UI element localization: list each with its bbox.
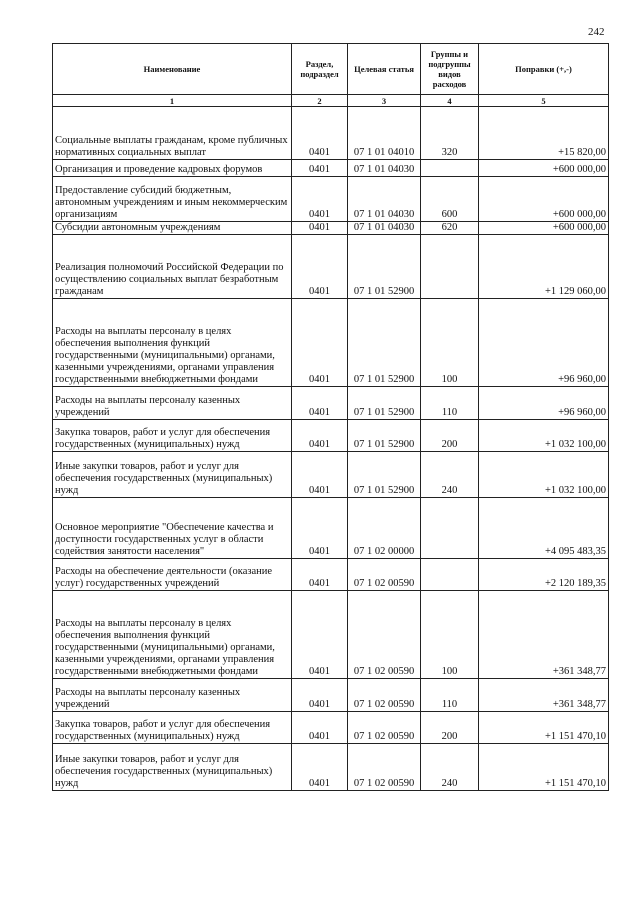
table-row <box>53 679 609 712</box>
header-name: Наименование <box>53 44 292 95</box>
table-row <box>53 177 609 222</box>
column-number: 3 <box>348 95 421 107</box>
cell-name: Расходы на выплаты персоналу в целях обеспечения выполнения функций государственными (муниципальными) органами, казенными учреждениями, органами управления государственными внебюджетными фондами <box>53 591 292 679</box>
cell-name: Закупка товаров, работ и услуг для обеспечения государственных (муниципальных) нужд <box>53 712 292 744</box>
cell-name: Закупка товаров, работ и услуг для обеспечения государственных (муниципальных) нужд <box>53 420 292 452</box>
cell-section: 0401 <box>292 498 348 559</box>
cell-name: Расходы на выплаты персоналу в целях обеспечения выполнения функций государственными (муниципальными) органами, казенными учреждениями, органами управления государственными внебюджетными фондами <box>53 299 292 387</box>
table-row <box>53 299 609 387</box>
page-number: 242 <box>588 26 605 38</box>
cell-group: 110 <box>421 679 479 712</box>
header-groups: Группы и подгруппы видов расходов <box>421 44 479 95</box>
header-target: Целевая статья <box>348 44 421 95</box>
table-row <box>53 235 609 299</box>
table-row <box>53 387 609 420</box>
cell-amount: +1 032 100,00 <box>479 452 609 498</box>
cell-target: 07 1 02 00590 <box>348 559 421 591</box>
cell-section: 0401 <box>292 222 348 235</box>
cell-amount: +600 000,00 <box>479 177 609 222</box>
budget-table <box>52 43 609 791</box>
cell-group: 100 <box>421 299 479 387</box>
cell-group: 620 <box>421 222 479 235</box>
header-row <box>53 44 609 95</box>
column-number: 1 <box>53 95 292 107</box>
table-row <box>53 107 609 160</box>
cell-amount: +1 129 060,00 <box>479 235 609 299</box>
cell-target: 07 1 02 00590 <box>348 591 421 679</box>
cell-section: 0401 <box>292 452 348 498</box>
cell-target: 07 1 01 04030 <box>348 177 421 222</box>
cell-amount: +361 348,77 <box>479 679 609 712</box>
cell-target: 07 1 02 00000 <box>348 498 421 559</box>
cell-target: 07 1 01 04030 <box>348 160 421 177</box>
cell-amount: +15 820,00 <box>479 107 609 160</box>
cell-name: Иные закупки товаров, работ и услуг для обеспечения государственных (муниципальных) нужд <box>53 744 292 791</box>
cell-section: 0401 <box>292 559 348 591</box>
cell-target: 07 1 01 52900 <box>348 452 421 498</box>
cell-amount: +600 000,00 <box>479 222 609 235</box>
cell-section: 0401 <box>292 160 348 177</box>
cell-section: 0401 <box>292 712 348 744</box>
cell-section: 0401 <box>292 420 348 452</box>
cell-target: 07 1 01 52900 <box>348 387 421 420</box>
column-number-row <box>53 95 609 107</box>
cell-amount: +1 151 470,10 <box>479 744 609 791</box>
header-amendments: Поправки (+,-) <box>479 44 609 95</box>
cell-group: 240 <box>421 744 479 791</box>
cell-group: 320 <box>421 107 479 160</box>
cell-target: 07 1 01 52900 <box>348 420 421 452</box>
cell-target: 07 1 01 04030 <box>348 222 421 235</box>
cell-group: 600 <box>421 177 479 222</box>
cell-name: Организация и проведение кадровых форумов <box>53 160 292 177</box>
cell-name: Предоставление субсидий бюджетным, автономным учреждениям и иным некоммерческим организациям <box>53 177 292 222</box>
cell-target: 07 1 01 52900 <box>348 235 421 299</box>
cell-name: Расходы на выплаты персоналу казенных учреждений <box>53 387 292 420</box>
cell-section: 0401 <box>292 744 348 791</box>
cell-name: Иные закупки товаров, работ и услуг для обеспечения государственных (муниципальных) нужд <box>53 452 292 498</box>
cell-name: Субсидии автономным учреждениям <box>53 222 292 235</box>
cell-amount: +4 095 483,35 <box>479 498 609 559</box>
cell-amount: +96 960,00 <box>479 387 609 420</box>
cell-amount: +600 000,00 <box>479 160 609 177</box>
table-row <box>53 420 609 452</box>
cell-name: Расходы на обеспечение деятельности (оказание услуг) государственных учреждений <box>53 559 292 591</box>
cell-amount: +96 960,00 <box>479 299 609 387</box>
cell-target: 07 1 01 04010 <box>348 107 421 160</box>
cell-amount: +2 120 189,35 <box>479 559 609 591</box>
cell-amount: +1 151 470,10 <box>479 712 609 744</box>
cell-name: Реализация полномочий Российской Федерации по осуществлению социальных выплат безработным гражданам <box>53 235 292 299</box>
cell-group: 200 <box>421 712 479 744</box>
cell-group: 100 <box>421 591 479 679</box>
table-row <box>53 160 609 177</box>
cell-section: 0401 <box>292 177 348 222</box>
column-number: 2 <box>292 95 348 107</box>
cell-section: 0401 <box>292 299 348 387</box>
cell-section: 0401 <box>292 107 348 160</box>
table-row <box>53 222 609 235</box>
table-row <box>53 452 609 498</box>
cell-group <box>421 498 479 559</box>
cell-name: Основное мероприятие "Обеспечение качества и доступности государственных услуг в области содействия занятости населения" <box>53 498 292 559</box>
table-row <box>53 498 609 559</box>
column-number: 5 <box>479 95 609 107</box>
cell-target: 07 1 02 00590 <box>348 712 421 744</box>
column-number: 4 <box>421 95 479 107</box>
cell-group <box>421 160 479 177</box>
cell-section: 0401 <box>292 679 348 712</box>
cell-group <box>421 559 479 591</box>
cell-group: 200 <box>421 420 479 452</box>
cell-target: 07 1 02 00590 <box>348 744 421 791</box>
table-row <box>53 591 609 679</box>
cell-name: Расходы на выплаты персоналу казенных учреждений <box>53 679 292 712</box>
table-row <box>53 744 609 791</box>
cell-group: 240 <box>421 452 479 498</box>
cell-amount: +1 032 100,00 <box>479 420 609 452</box>
cell-group <box>421 235 479 299</box>
table-row <box>53 559 609 591</box>
cell-target: 07 1 01 52900 <box>348 299 421 387</box>
cell-target: 07 1 02 00590 <box>348 679 421 712</box>
header-section: Раздел, подраздел <box>292 44 348 95</box>
cell-name: Социальные выплаты гражданам, кроме публичных нормативных социальных выплат <box>53 107 292 160</box>
cell-group: 110 <box>421 387 479 420</box>
cell-section: 0401 <box>292 235 348 299</box>
cell-section: 0401 <box>292 387 348 420</box>
table-row <box>53 712 609 744</box>
cell-section: 0401 <box>292 591 348 679</box>
cell-amount: +361 348,77 <box>479 591 609 679</box>
